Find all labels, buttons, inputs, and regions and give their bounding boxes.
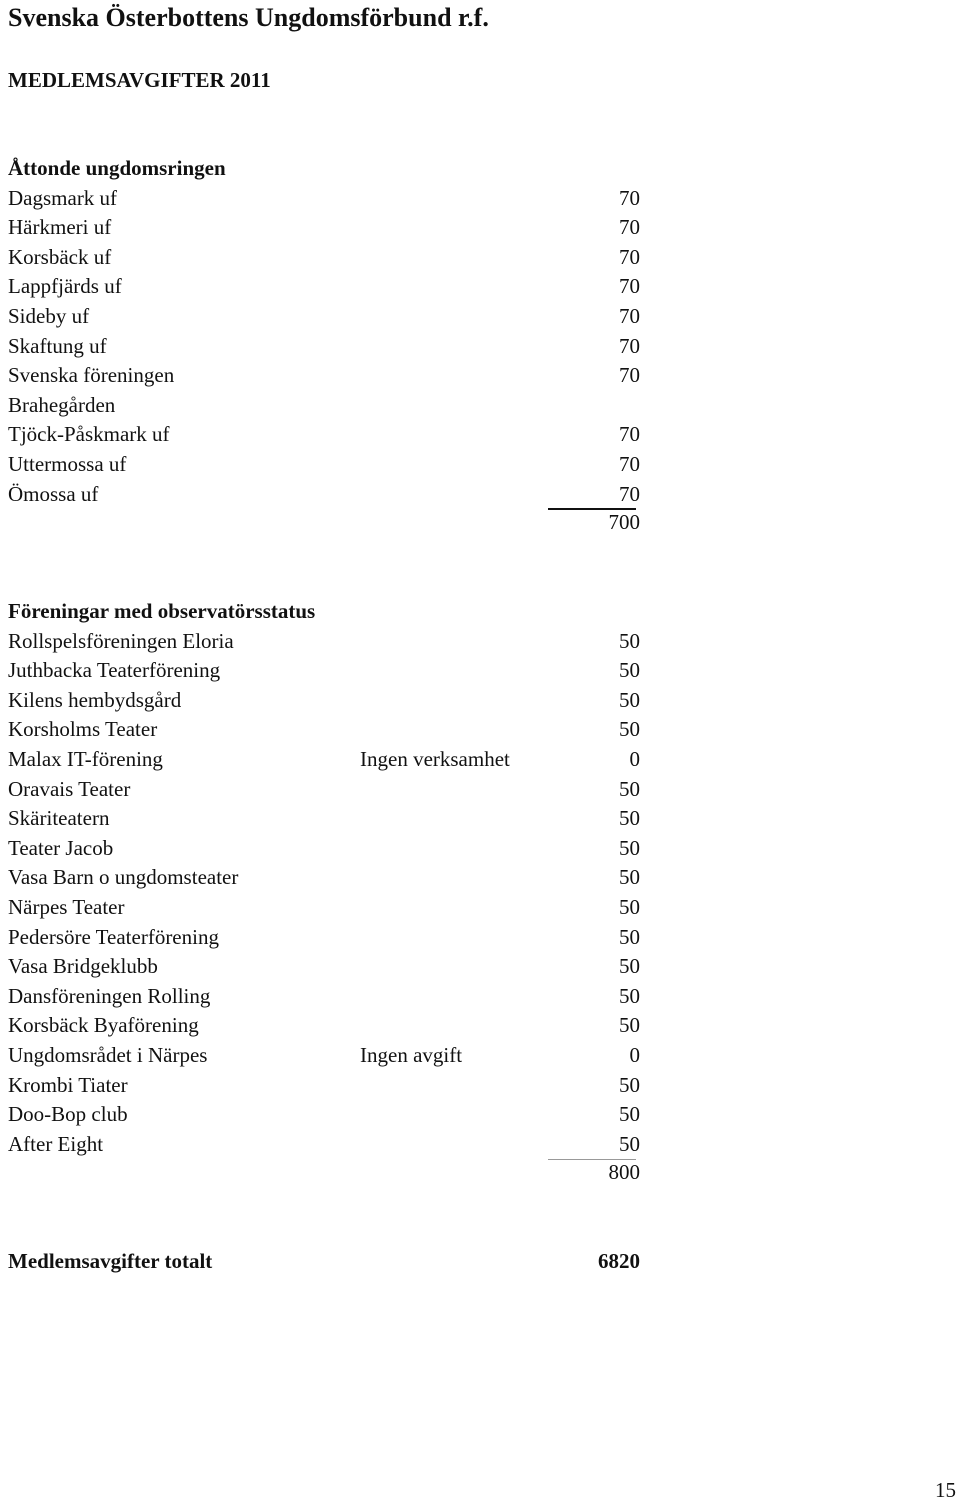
fee-amount: 70 [619, 451, 640, 476]
table-row [8, 480, 640, 510]
table-row [8, 1071, 640, 1101]
association-name: Juthbacka Teaterförening [8, 658, 221, 683]
section-subtotal: 700 [608, 510, 640, 534]
fee-amount: 50 [619, 628, 640, 653]
fee-amount: 50 [619, 954, 640, 979]
table-row [8, 923, 640, 953]
fee-amount: 50 [619, 806, 640, 831]
fee-amount: 50 [619, 687, 640, 712]
table-row [8, 302, 640, 332]
association-name: Ungdomsrådet i Närpes [8, 1042, 208, 1067]
total-value: 6820 [598, 1249, 640, 1273]
association-name: Teater Jacob [8, 835, 114, 860]
section-attonde-ungdomsringen [8, 154, 640, 509]
table-row [8, 1011, 640, 1041]
fee-amount: 50 [619, 1102, 640, 1127]
row-note: Ingen verksamhet [360, 746, 510, 771]
table-row [8, 184, 640, 214]
table-row [8, 656, 640, 686]
fee-list [8, 184, 640, 510]
fee-amount: 0 [629, 1042, 640, 1067]
fee-amount: 50 [619, 1013, 640, 1038]
table-row [8, 272, 640, 302]
table-row [8, 450, 640, 480]
table-row [8, 804, 640, 834]
fee-amount: 70 [619, 363, 640, 388]
fee-amount: 50 [619, 835, 640, 860]
fee-amount: 70 [619, 185, 640, 210]
table-row [8, 775, 640, 805]
association-name: Dansföreningen Rolling [8, 983, 211, 1008]
association-name: Härkmeri uf [8, 215, 112, 240]
association-name: Vasa Barn o ungdomsteater [8, 865, 239, 890]
association-name: Vasa Bridgeklubb [8, 954, 158, 979]
association-name: Korsbäck Byaförening [8, 1013, 199, 1038]
association-name: Skäriteatern [8, 806, 110, 831]
fee-amount: 70 [619, 215, 640, 240]
fee-amount: 70 [619, 303, 640, 328]
association-name: Pedersöre Teaterförening [8, 924, 219, 949]
association-name: Ömossa uf [8, 481, 99, 506]
fee-amount: 50 [619, 865, 640, 890]
page-number: 15 [935, 1478, 956, 1502]
table-row [8, 686, 640, 716]
association-name: Skaftung uf [8, 333, 107, 358]
association-name: Kilens hembydsgård [8, 687, 182, 712]
table-row [8, 1130, 640, 1160]
table-row [8, 982, 640, 1012]
fee-amount: 70 [619, 274, 640, 299]
association-name: Korsbäck uf [8, 244, 112, 269]
row-note: Ingen avgift [360, 1042, 463, 1067]
association-name: Svenska föreningen [8, 363, 175, 388]
fee-list [8, 627, 640, 1160]
table-row [8, 715, 640, 745]
association-name: Sideby uf [8, 303, 90, 328]
table-row [8, 893, 640, 923]
table-row [8, 627, 640, 657]
association-name: Korsholms Teater [8, 717, 158, 742]
fee-amount: 50 [619, 776, 640, 801]
association-name: After Eight [8, 1131, 104, 1156]
fee-amount: 50 [619, 1072, 640, 1097]
table-row [8, 863, 640, 893]
document-title: MEDLEMSAVGIFTER 2011 [8, 68, 271, 92]
association-name: Lappfjärds uf [8, 274, 122, 299]
table-row [8, 391, 640, 421]
association-name: Rollspelsföreningen Eloria [8, 628, 234, 653]
association-name: Doo-Bop club [8, 1102, 128, 1127]
fee-amount: 50 [619, 1131, 640, 1156]
section-title: Föreningar med observatörsstatus [8, 599, 316, 623]
total-label: Medlemsavgifter totalt [8, 1249, 213, 1273]
fee-amount: 50 [619, 983, 640, 1008]
fee-amount: 50 [619, 894, 640, 919]
fee-amount: 50 [619, 717, 640, 742]
table-row [8, 745, 640, 775]
association-name: Oravais Teater [8, 776, 131, 801]
section-subtotal: 800 [608, 1160, 640, 1184]
table-row [8, 952, 640, 982]
table-row [8, 332, 640, 362]
table-row [8, 213, 640, 243]
association-name: Krombi Tiater [8, 1072, 128, 1097]
fee-amount: 0 [629, 746, 640, 771]
table-row [8, 1041, 640, 1071]
grand-total-row [8, 1247, 640, 1277]
fee-amount: 70 [619, 422, 640, 447]
fee-amount: 70 [619, 333, 640, 358]
fee-amount: 70 [619, 244, 640, 269]
fee-amount: 70 [619, 481, 640, 506]
table-row [8, 1100, 640, 1130]
table-row [8, 420, 640, 450]
table-row [8, 243, 640, 273]
section-observer-status [8, 597, 640, 1159]
association-name: Malax IT-förening [8, 746, 163, 771]
section-title: Åttonde ungdomsringen [8, 156, 226, 180]
organization-title: Svenska Österbottens Ungdomsförbund r.f. [8, 3, 489, 32]
association-name: Dagsmark uf [8, 185, 118, 210]
table-row [8, 834, 640, 864]
association-name: Tjöck-Påskmark uf [8, 422, 170, 447]
association-name: Uttermossa uf [8, 451, 127, 476]
fee-amount: 50 [619, 658, 640, 683]
association-name: Brahegården [8, 392, 116, 417]
table-row [8, 361, 640, 391]
fee-amount: 50 [619, 924, 640, 949]
association-name: Närpes Teater [8, 894, 125, 919]
